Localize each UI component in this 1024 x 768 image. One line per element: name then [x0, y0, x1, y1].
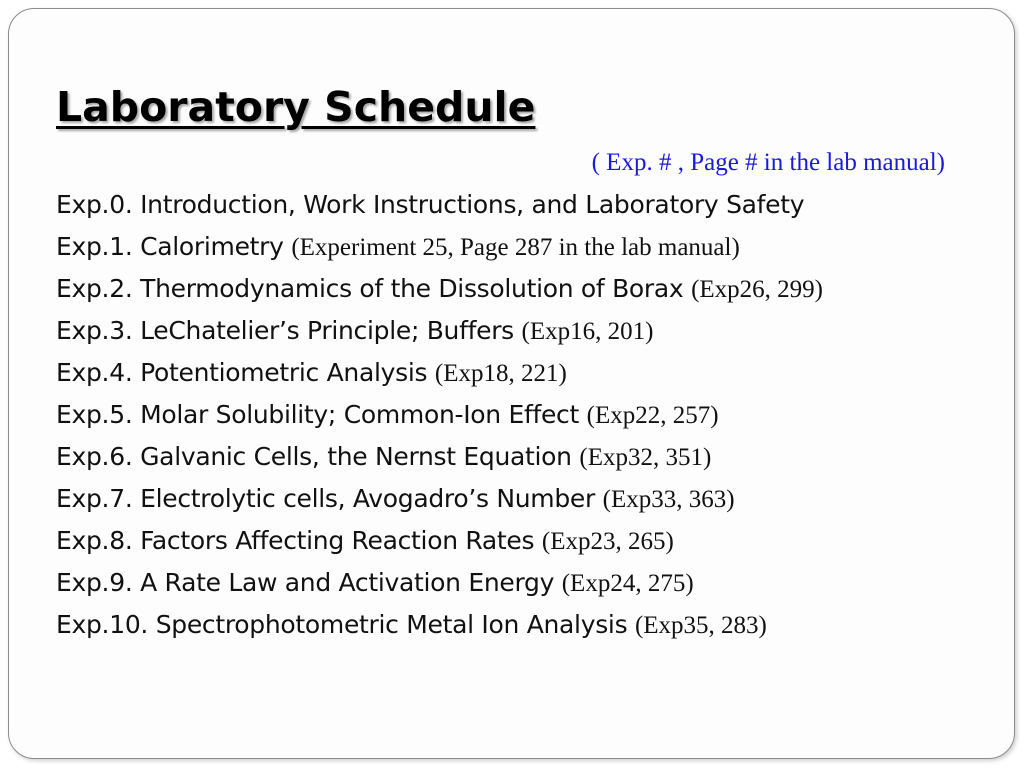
- experiment-item-5: [56, 394, 986, 436]
- experiment-item-7: [56, 478, 986, 520]
- experiment-reference: (Exp35, 283): [634, 612, 767, 639]
- experiment-reference: (Exp23, 265): [541, 528, 674, 555]
- experiment-reference: (Exp33, 363): [602, 486, 735, 513]
- experiment-title: Exp.5. Molar Solubility; Common-Ion Effect: [56, 400, 587, 429]
- experiment-item-0: [56, 184, 986, 226]
- experiment-title: Exp.10. Spectrophotometric Metal Ion Analysis: [56, 610, 635, 639]
- experiment-item-6: [56, 436, 986, 478]
- experiment-title: Exp.0. Introduction, Work Instructions, and Laboratory Safety: [56, 190, 805, 219]
- experiment-title: Exp.1. Calorimetry: [56, 232, 292, 261]
- experiment-item-8: [56, 520, 986, 562]
- experiment-item-3: [56, 310, 986, 352]
- experiment-reference: (Exp26, 299): [691, 276, 823, 303]
- experiment-reference: (Experiment 25, Page 287 in the lab manual): [291, 234, 740, 261]
- experiment-reference: (Exp24, 275): [561, 570, 694, 597]
- experiment-item-10: [56, 604, 986, 646]
- experiment-title: Exp.7. Electrolytic cells, Avogadro’s Number: [56, 484, 603, 513]
- slide-subtitle: ( Exp. # , Page # in the lab manual): [591, 149, 945, 176]
- experiment-title: Exp.8. Factors Affecting Reaction Rates: [56, 526, 542, 555]
- experiment-reference: (Exp22, 257): [586, 402, 719, 429]
- experiment-title: Exp.9. A Rate Law and Activation Energy: [56, 568, 562, 597]
- experiment-title: Exp.2. Thermodynamics of the Dissolution of Borax: [56, 274, 692, 303]
- experiment-item-4: [56, 352, 986, 394]
- experiment-reference: (Exp18, 221): [434, 360, 567, 387]
- experiment-item-2: [56, 268, 986, 310]
- experiment-title: Exp.6. Galvanic Cells, the Nernst Equation: [56, 442, 580, 471]
- experiment-reference: (Exp16, 201): [521, 318, 654, 345]
- experiment-item-1: [56, 226, 986, 268]
- slide-frame: [8, 8, 1015, 759]
- experiment-title: Exp.3. LeChatelier’s Principle; Buffers: [56, 316, 522, 345]
- experiment-item-9: [56, 562, 986, 604]
- experiment-reference: (Exp32, 351): [579, 444, 712, 471]
- experiment-list: [56, 184, 986, 646]
- slide-title: Laboratory Schedule: [56, 83, 536, 131]
- experiment-title: Exp.4. Potentiometric Analysis: [56, 358, 435, 387]
